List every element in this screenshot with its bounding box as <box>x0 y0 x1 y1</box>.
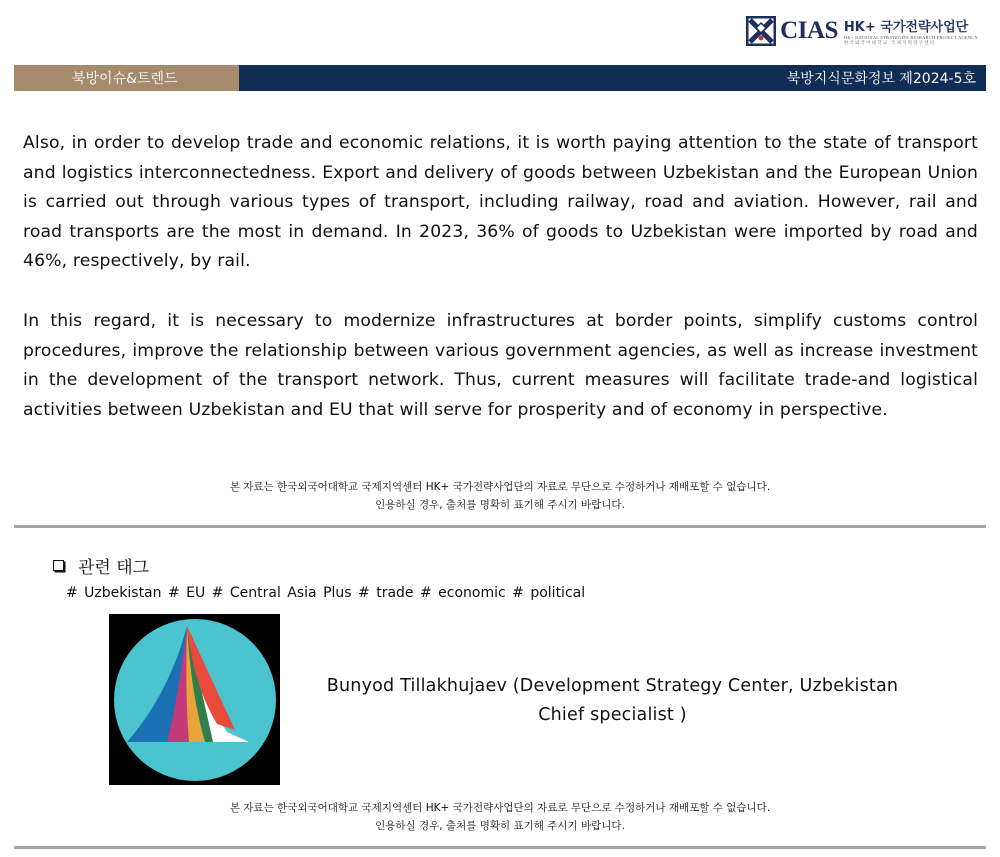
body-paragraph-2: In this regard, it is necessary to modernize infrastructures at border points, simplify customs control procedures, improve the relationship between various government agencies, as well as increase investment in the development of the transport network. Thus, current measures will facilitate trade-and logistical activities between Uzbekistan and EU that will serve for prosperity and of economy in perspective. <box>23 311 978 420</box>
tag-list: # Uzbekistan # EU # Central Asia Plus # trade # economic # political <box>66 585 586 601</box>
author-logo-image <box>109 614 280 785</box>
body-paragraph-1: Also, in order to develop trade and economic relations, it is worth paying attention to the state of transport and logistics interconnectedness. Export and delivery of goods between Uzbekistan and the European Union is carried out through various types of transport, including railway, road and aviation. However, rail and road transports are the most in demand. In 2023, 36% of goods to Uzbekistan were imported by road and 46%, respectively, by rail. <box>23 133 978 271</box>
checkbox-bullet-icon <box>53 560 64 571</box>
divider-bottom <box>14 846 986 849</box>
logo-title: HK+ 국가전략사업단 <box>843 20 969 35</box>
logo-subtitle-ko: 한국외국어대학교 국제지역연구센터 <box>843 41 936 46</box>
notice-line-1: 본 자료는 한국외국어대학교 국제지역센터 HK+ 국가전략사업단의 자료로 무단으로 수정하거나 재배포할 수 없습니다. <box>229 481 771 493</box>
author-name-line: Bunyod Tillakhujaev (Development Strategy Center, Uzbekistan <box>326 676 899 696</box>
author-title-line: Chief specialist ) <box>538 705 687 725</box>
section-banner <box>14 65 986 91</box>
divider-top <box>14 525 986 528</box>
related-tags-heading <box>53 553 149 578</box>
notice-line-2: 인용하실 경우, 출처를 명확히 표기해 주시기 바랍니다. <box>375 499 625 511</box>
cias-logo <box>746 16 978 46</box>
copyright-notice-bottom <box>0 799 1000 835</box>
related-tags-title: 관련 태그 <box>78 558 150 578</box>
copyright-notice-top <box>0 478 1000 514</box>
logo-cias-text: CIAS <box>780 17 838 44</box>
notice-line-1: 본 자료는 한국외국어대학교 국제지역센터 HK+ 국가전략사업단의 자료로 무단으로 수정하거나 재배포할 수 없습니다. <box>229 802 771 814</box>
logo-subtitle-en: HK+ NATIONAL STRATEGIES RESEARCH PROJECT AGENCY <box>843 35 978 40</box>
cias-emblem-icon <box>746 16 776 46</box>
section-label: 북방이슈&트렌드 <box>14 65 239 91</box>
notice-line-2: 인용하실 경우, 출처를 명확히 표기해 주시기 바랍니다. <box>375 820 625 832</box>
issue-label: 북방지식문화정보 제2024-5호 <box>239 65 986 91</box>
author-info <box>300 672 925 730</box>
